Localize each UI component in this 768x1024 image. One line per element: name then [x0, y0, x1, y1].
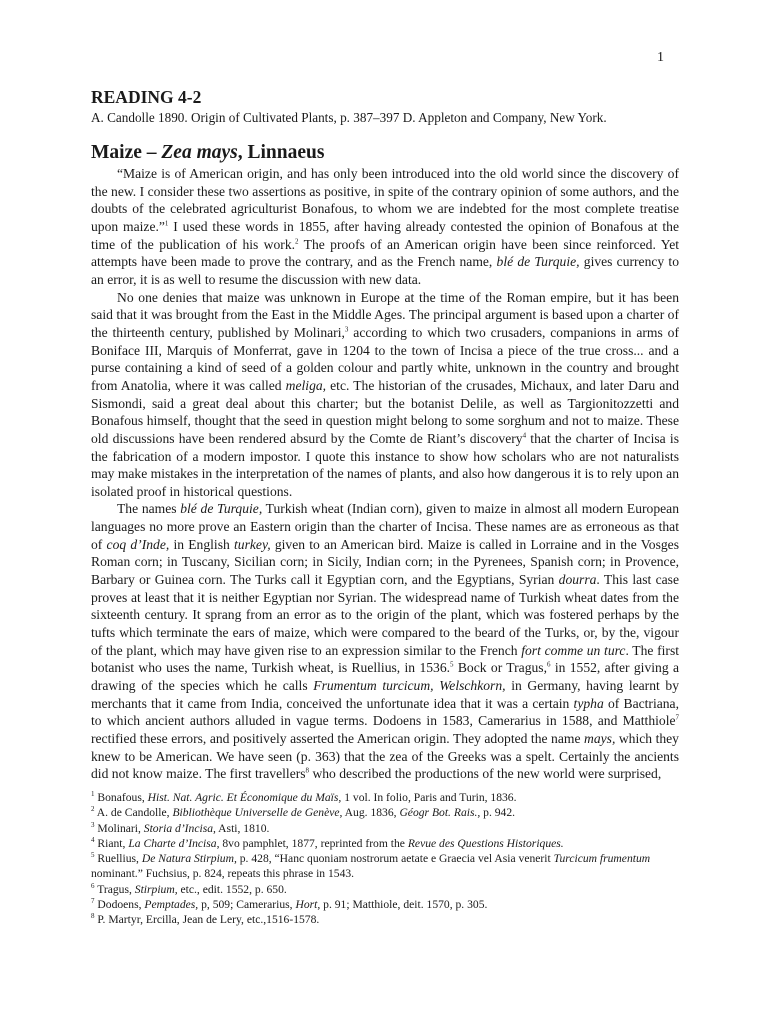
footnote-ref: 7: [91, 897, 95, 906]
text-run: etc., edit. 1552, p. 650.: [177, 882, 287, 896]
text-run: gives currency to an error, it is as well to resume the discussion with new data.: [91, 254, 679, 287]
body-text: [91, 165, 679, 783]
text-run: Dodoens,: [94, 898, 145, 912]
main-content: [91, 85, 679, 783]
footnote-ref: 3: [91, 820, 95, 829]
italic-text: Hist. Nat. Agric. Et Économique du Maïs,: [147, 791, 342, 804]
footnote-ref: 1: [164, 219, 169, 228]
footnote-ref: 2: [91, 805, 95, 814]
text-run: . The first botanist who uses the name, Turkish wheat, is Ruellius, in 1536.: [91, 642, 680, 676]
italic-text: blé de Turquie,: [180, 501, 263, 517]
italic-text: Stirpium,: [134, 882, 178, 896]
text-run: I used these words in 1855, after having already contested the opinion of Bonafous at the time of the publication of his work.: [91, 218, 679, 252]
text-run: that the charter of Incisa is the fabrication of a modern impostor. I quote this instance to show how scholars who are not naturalists may make mistakes in the interpretation of the names of plants, and also how dangerous it is to rely upon an isolated proof in historical questions.: [91, 430, 679, 499]
text-run: rectified these errors, and positively asserted the American origin. They adopted the name: [91, 731, 584, 746]
italic-text: Revue des Questions Historiques.: [407, 836, 564, 850]
text-run: in Germany, having learnt by merchants that it came from India, conceived the unfortunate idea that it was a certain: [91, 678, 680, 711]
source-citation: A. Candolle 1890. Origin of Cultivated Plants, p. 387–397 D. Appleton and Company, New York.: [91, 110, 607, 125]
text-run: Riant,: [94, 836, 129, 850]
text-run: No one denies that maize was unknown in Europe at the time of the Roman empire, but it has been said that it was brought from the East in the Middle Ages. The principal argument is based upon a charter of the thirteenth century, published by Molinari,: [91, 289, 679, 340]
section-title-species: Zea mays: [161, 142, 238, 163]
text-run: according to which two crusaders, companions in arms of Boniface III, Marquis of Monferrat, gave in 1204 to the town of Incisa a piece of the true cross... and a purse containing a kind of seed of a golden colour and partly white, unknown in the country and brought from Anatolia, where it was called: [91, 324, 679, 393]
footnote-ref: 6: [546, 660, 551, 669]
footnote: [91, 821, 679, 836]
text-run: Aug. 1836,: [342, 806, 400, 820]
footnote: [91, 805, 679, 820]
italic-text: typha: [573, 695, 604, 711]
footnote-ref: 3: [344, 325, 349, 334]
italic-text: blé de Turquie,: [496, 254, 580, 270]
text-run: A. de Candolle,: [94, 806, 173, 820]
text-run: The proofs of an American origin have been since reinforced. Yet attempts have been made to prove the contrary, and as the French name,: [91, 236, 680, 270]
italic-text: Frumentum turcicum, Welschkorn,: [313, 678, 506, 694]
text-run: Molinari,: [94, 821, 144, 835]
text-run: Turkish wheat (Indian corn), given to maize in almost all modern European languages no more prove an Eastern origin than the charter of Incisa. These names are as erroneous as that of: [91, 501, 679, 552]
text-run: p. 428, “Hanc quoniam nostrorum aetate e Graecia vel Asia venerit: [236, 852, 554, 866]
footnote-ref: 1: [91, 790, 95, 799]
reading-heading: READING 4-2: [91, 87, 202, 107]
text-run: Ruellius,: [94, 852, 142, 866]
footnote: [91, 882, 679, 897]
text-run: Bonafous,: [94, 791, 148, 804]
italic-text: meliga,: [285, 377, 327, 393]
italic-text: coq d’Inde,: [106, 536, 170, 552]
footnote-ref: 8: [305, 766, 310, 775]
italic-text: turkey,: [234, 536, 271, 552]
text-run: Asti, 1810.: [215, 821, 270, 835]
footnote: [91, 912, 679, 927]
text-run: p. 942.: [480, 806, 516, 820]
footnote-ref: 8: [91, 912, 95, 921]
footnotes: [91, 790, 679, 928]
text-run: P. Martyr, Ercilla, Jean de Lery, etc.,1516-1578.: [94, 913, 320, 927]
footnote: [91, 836, 679, 851]
text-run: etc. The historian of the crusades, Michaux, and later Daru and Sismondi, said a great deal about this charter; but the botanist Delile, as well as Targionitozzetti and Bonafous himself, thought that the seed in question might belong to some sorghum and not to maize. These old discussions have been rendered absurd by the Comte de Riant’s discovery: [91, 377, 680, 446]
footnote: [91, 790, 679, 805]
footnote: [91, 897, 679, 912]
text-run: who described the productions of the new world were surprised,: [309, 766, 662, 782]
text-run: Bock or Tragus,: [453, 660, 547, 676]
text-run: in English: [169, 536, 235, 552]
text-run: in 1552, after giving a drawing of the species which he calls: [91, 660, 679, 694]
body-paragraph: [91, 289, 679, 501]
italic-text: Storia d’Incisa,: [143, 821, 216, 835]
text-run: which they knew to be American. We have seen (p. 363) that the zea of the Greeks was a spelt. Certainly the ancients did not know maize. The first travellers: [91, 731, 679, 782]
text-run: . This last case proves at least that it is neither Egyptian nor Syrian. The widespread name of Turkish wheat dates from the sixteenth century. It sprang from an error as to the origin of the plant, which was fostered perhaps by the tufts which terminate the ears of maize, which were compared to the beard of the Turks, or, by the, vigour of the plant, which may have given rise to an expression similar to the French: [91, 572, 679, 658]
text-run: The names: [117, 501, 181, 517]
italic-text: mays,: [584, 731, 616, 746]
text-run: given to an American bird. Maize is called in Lorraine and in the Vosges Roman corn; in Tuscany, Sicilian corn; in Sicily, Indian corn; in the Pyrenees, Spanish corn; in Provence, Barbary or Guinea corn. The Turks call it Egyptian corn, and the Egyptians, Syrian: [91, 536, 679, 588]
footnote-ref: 2: [295, 237, 299, 246]
italic-text: Bibliothèque Universelle de Genève,: [172, 806, 343, 820]
text-run: , 8vo pamphlet, 1877, reprinted from the: [216, 836, 408, 850]
body-paragraph: [91, 500, 679, 783]
italic-text: dourra: [558, 572, 597, 588]
italic-text: De Natura Stirpium,: [141, 852, 237, 866]
section-title-post: , Linnaeus: [237, 142, 325, 163]
page-number: 1: [657, 50, 664, 65]
section-title-pre: Maize –: [91, 142, 162, 163]
footnote-ref: 4: [91, 836, 95, 845]
italic-text: Géogr Bot. Rais.,: [399, 806, 481, 820]
italic-text: Pemptades,: [144, 898, 199, 912]
text-run: p, 509; Camerarius,: [198, 898, 296, 912]
italic-text: Turcicum frumentum: [553, 852, 651, 866]
italic-text: fort comme un turc: [521, 642, 626, 658]
section-title: [91, 141, 679, 165]
italic-text: La Charte d’Incisa: [128, 836, 217, 850]
footnote-ref: 7: [675, 713, 679, 722]
footnote-ref: 5: [450, 660, 454, 669]
italic-text: Hort,: [295, 898, 321, 912]
text-run: “Maize is of American origin, and has only been introduced into the old world since the discovery of the new. I consider these two assertions as positive, in spite of the contrary opinion of some authors, and the doubts of the celebrated agriculturist Bonafous, to whom we are indebted for the most complete treatise upon maize.”: [91, 166, 679, 234]
text-run: 1 vol. In folio, Paris and Turin, 1836.: [341, 791, 517, 804]
footnote-ref: 6: [91, 881, 95, 890]
text-run: p. 91; Matthiole, deit. 1570, p. 305.: [320, 898, 488, 912]
footnote: [91, 851, 679, 882]
footnote-ref: 5: [91, 851, 95, 860]
text-run: nominant.” Fuchsius, p. 824, repeats this phrase in 1543.: [91, 867, 355, 881]
text-run: of Bactriana, to which ancient authors alluded in vague terms. Dodoens in 1583, Camerarius in 1588, and Matthiole: [91, 695, 679, 729]
footnote-ref: 4: [522, 431, 527, 440]
body-paragraph: [91, 165, 679, 289]
text-run: Tragus,: [94, 882, 135, 896]
